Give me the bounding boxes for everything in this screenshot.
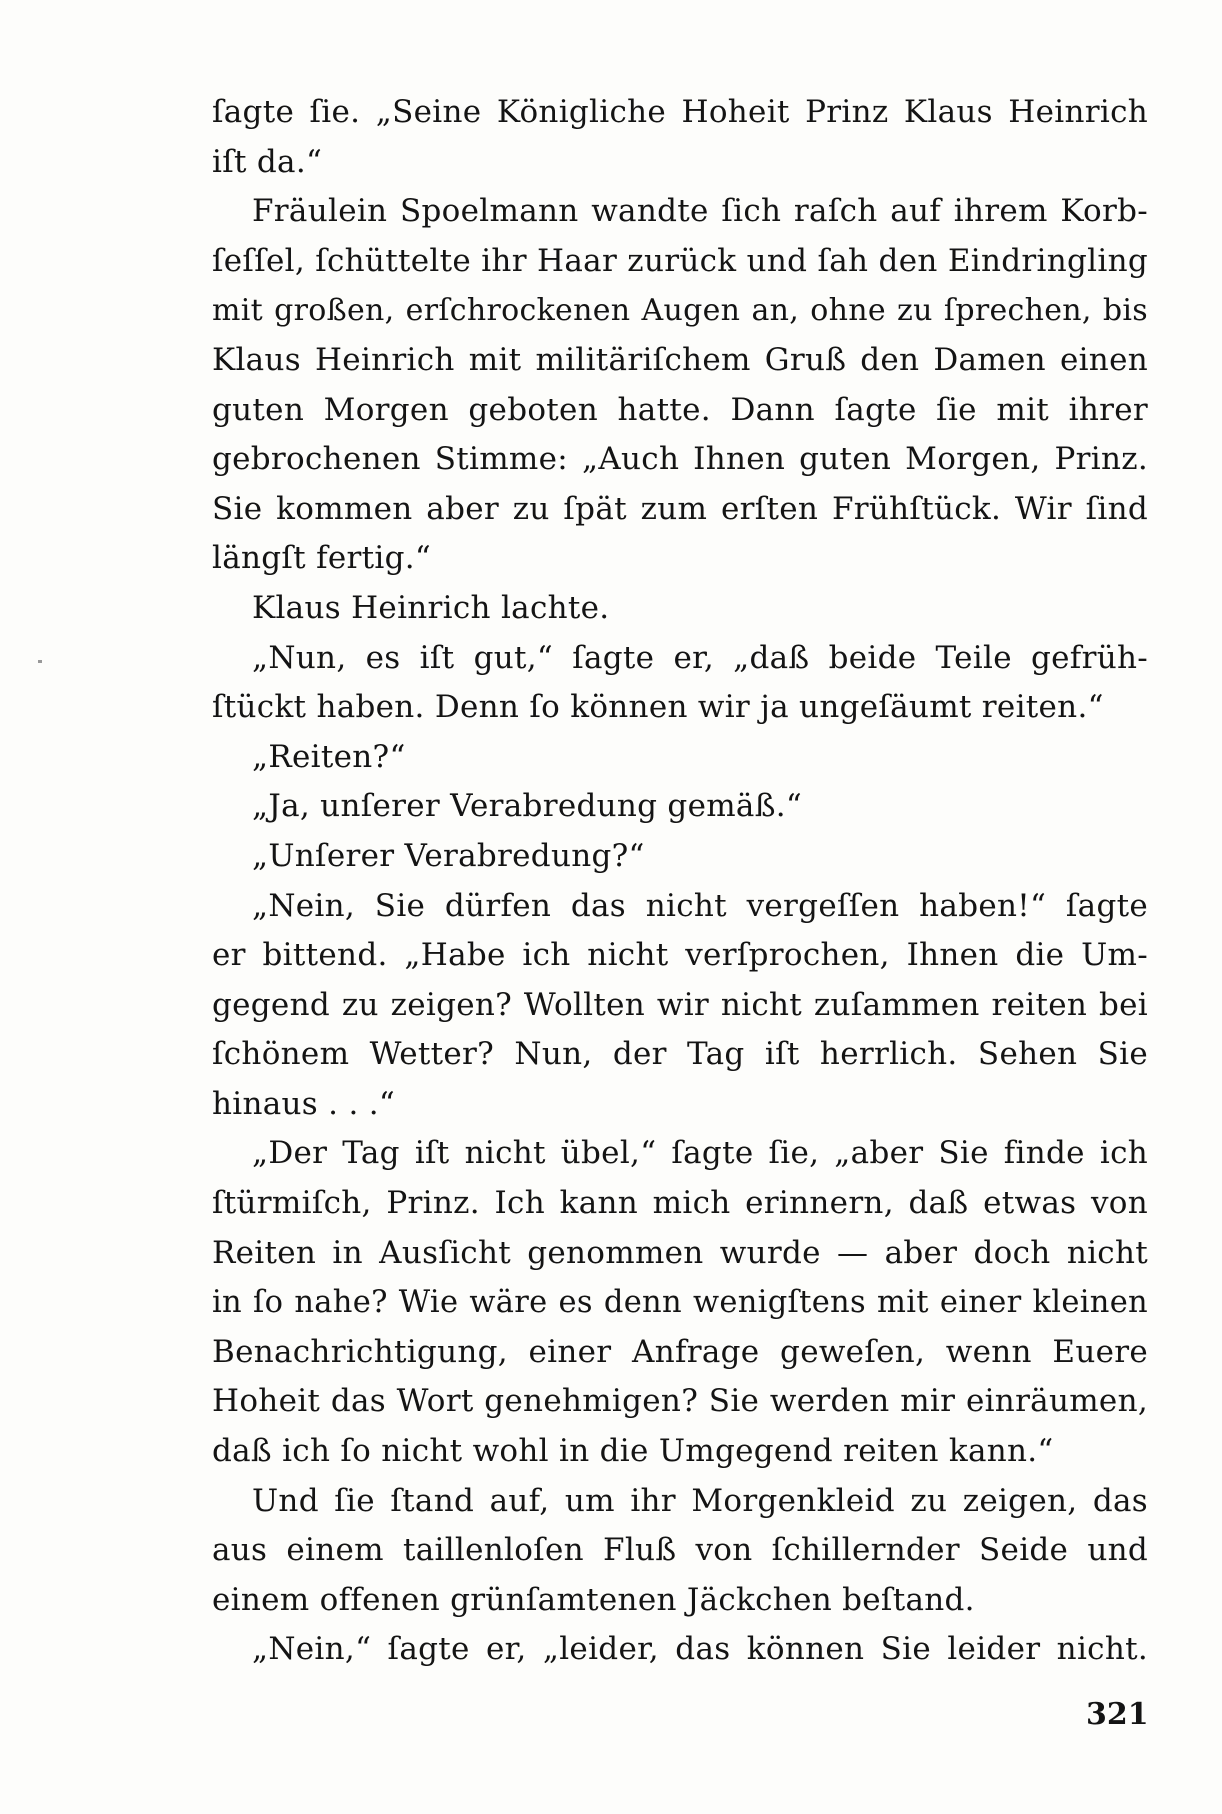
- text-line: längſt fertig.“: [212, 540, 432, 577]
- text-line: Reiten in Ausſicht genommen wurde — aber doch nicht: [212, 1234, 1148, 1271]
- text-line: iſt da.“: [212, 143, 323, 180]
- text-line: guten Morgen geboten hatte. Dann ſagte ſie mit ihrer: [212, 391, 1148, 428]
- text-line: ſchönem Wetter? Nun, der Tag iſt herrlich. Sehen Sie: [212, 1036, 1148, 1073]
- text-line: gebrochenen Stimme: „Auch Ihnen guten Morgen, Prinz.: [212, 441, 1148, 478]
- text-line: ſeſſel, ſchüttelte ihr Haar zurück und ſah den Eindringling: [212, 242, 1148, 279]
- text-line: aus einem taillenloſen Fluß von ſchillernder Seide und: [212, 1532, 1148, 1569]
- text-line: „Nein, Sie dürfen das nicht vergeſſen haben!“ ſagte: [252, 887, 1148, 924]
- text-line: gegend zu zeigen? Wollten wir nicht zuſammen reiten bei: [212, 986, 1148, 1023]
- text-line: „Reiten?“: [252, 738, 406, 775]
- text-line: „Ja, unſerer Verabredung gemäß.“: [252, 788, 803, 825]
- page-number: 321: [1086, 1697, 1149, 1732]
- text-line: er bittend. „Habe ich nicht verſprochen, Ihnen die Um-: [212, 937, 1148, 974]
- text-line: ſagte ſie. „Seine Königliche Hoheit Prinz Klaus Heinrich: [212, 94, 1148, 130]
- text-line: ſtürmiſch, Prinz. Ich kann mich erinnern, daß etwas von: [212, 1185, 1148, 1222]
- text-line: ſtückt haben. Denn ſo können wir ja ungeſäumt reiten.“: [212, 689, 1104, 726]
- text-line: „Nun, es iſt gut,“ ſagte er, „daß beide Teile gefrüh-: [252, 639, 1148, 676]
- text-line: „Unſerer Verabredung?“: [252, 837, 645, 874]
- text-line: Klaus Heinrich lachte.: [252, 589, 610, 626]
- text-line: Hoheit das Wort genehmigen? Sie werden mir einräumen,: [212, 1383, 1148, 1420]
- text-line: Benachrichtigung, einer Anfrage geweſen, wenn Euere: [212, 1333, 1148, 1370]
- text-line: „Nein,“ ſagte er, „leider, das können Sie leider nicht.: [252, 1631, 1148, 1668]
- text-line: „Der Tag iſt nicht übel,“ ſagte ſie, „aber Sie finde ich: [252, 1135, 1148, 1172]
- text-line: Klaus Heinrich mit militäriſchem Gruß den Damen einen: [212, 341, 1148, 378]
- text-line: Fräulein Spoelmann wandte ſich raſch auf ihrem Korb-: [252, 193, 1148, 230]
- text-line: mit großen, erſchrockenen Augen an, ohne zu ſprechen, bis: [212, 293, 1148, 329]
- text-line: in ſo nahe? Wie wäre es denn wenigſtens mit einer kleinen: [212, 1285, 1148, 1321]
- body-text: [212, 88, 1148, 1675]
- text-line: Und ſie ſtand auf, um ihr Morgenkleid zu zeigen, das: [252, 1482, 1148, 1519]
- text-line: daß ich ſo nicht wohl in die Umgegend reiten kann.“: [212, 1433, 1054, 1470]
- text-line: Sie kommen aber zu ſpät zum erſten Frühſtück. Wir ſind: [212, 490, 1148, 527]
- text-line: einem offenen grünſamtenen Jäckchen beſtand.: [212, 1581, 975, 1618]
- text-line: hinaus . . .“: [212, 1085, 396, 1122]
- scan-speck: [38, 660, 42, 663]
